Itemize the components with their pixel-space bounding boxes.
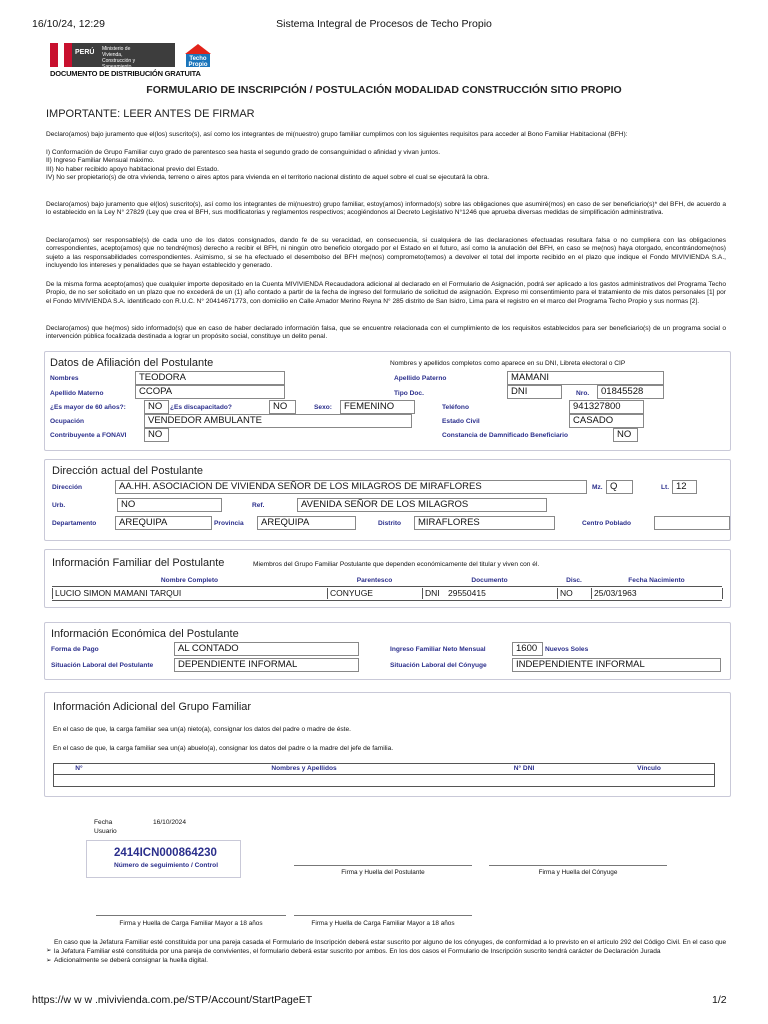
fonavi-field[interactable]: NO [144, 428, 169, 442]
distrito-label: Distrito [378, 520, 402, 527]
false-info-paragraph: Declaro(amos) que he(mos) sido informado(s) que en caso de haber declarado información falsa, que se encuentre relacionada con el cumplimiento de los requisitos establecidos para ser beneficiario(s) de un programa social o intervención pública focalizada destinada a lograr un propósito social, constituye un delito penal. [46, 325, 726, 341]
usuario-label: Usuario [94, 828, 117, 835]
afiliacion-note: Nombres y apellidos completos como aparece en su DNI, Libreta electoral o CIP [390, 360, 626, 367]
print-url[interactable]: https://w w w .mivivienda.com.pe/STP/Account/StartPageET [32, 994, 313, 1006]
estado-civil-field[interactable]: CASADO [569, 414, 644, 428]
nro-label: Nro. [576, 390, 590, 397]
apellido-paterno-label: Apellido Paterno [394, 375, 447, 382]
signature-line-carga2 [294, 915, 472, 916]
footnote-item: ➢ Adicionalmente se deberá consignar la huella digital. [46, 956, 208, 964]
ref-label: Ref. [252, 502, 265, 509]
sexo-field[interactable]: FEMENINO [340, 400, 415, 414]
requirements-list [46, 149, 726, 183]
table-row [52, 586, 722, 601]
tipo-doc-label: Tipo Doc. [394, 390, 424, 397]
departamento-label: Departamento [52, 520, 97, 527]
sit-postulante-field[interactable]: DEPENDIENTE INFORMAL [174, 658, 359, 672]
mayor60-label: ¿Es mayor de 60 años?: [50, 404, 126, 411]
telefono-label: Teléfono [442, 404, 469, 411]
table-row [54, 774, 714, 775]
signature-line-carga1 [96, 915, 286, 916]
ocupacion-field[interactable]: VENDEDOR AMBULANTE [144, 414, 412, 428]
sexo-label: Sexo: [314, 404, 332, 411]
cell-doc-num: 29550415 [448, 588, 486, 598]
sit-postulante-label: Situación Laboral del Postulante [51, 662, 154, 669]
forma-pago-field[interactable]: AL CONTADO [174, 642, 359, 656]
print-datetime: 16/10/24, 12:29 [32, 18, 105, 30]
sit-conyuge-label: Situación Laboral del Cónyuge [390, 662, 487, 669]
centro-poblado-field[interactable] [654, 516, 730, 530]
lt-label: Lt. [661, 484, 670, 491]
nro-field[interactable]: 01845528 [597, 385, 664, 399]
damnificado-field[interactable]: NO [613, 428, 638, 442]
requirement-item: I) Conformación de Grupo Familiar cuyo grado de parentesco sea hasta el segundo grado de consanguinidad o afinidad y vivan juntos. [46, 149, 441, 156]
ministry-label: Ministerio de Vivienda, Construcción y Saneamiento [102, 46, 136, 70]
requirement-item: IV) No ser propietario(s) de otra vivienda, terreno o aires aptos para vivienda en el territorio nacional distinto de aquel sobre el cual se ejecutará la obra. [46, 174, 490, 182]
lt-field[interactable]: 12 [672, 480, 697, 494]
direccion-title: Dirección actual del Postulante [52, 465, 204, 477]
intro-paragraph: Declaro(amos) bajo juramento que el(los) suscrito(s), así como los integrantes de mi(nuestro) grupo familiar cumplimos con los siguientes requisitos para acceder al Bono Familiar Habitacional (BFH): [46, 131, 628, 138]
signature-line-conyuge [489, 865, 667, 866]
ref-field[interactable]: AVENIDA SEÑOR DE LOS MILAGROS [297, 498, 547, 512]
centro-poblado-label: Centro Poblado [582, 520, 632, 527]
footnotes [46, 939, 728, 965]
cell-parentesco: CONYUGE [327, 588, 420, 599]
requirement-item: III) No haber recibido apoyo habitacional previo del Estado. [46, 165, 220, 173]
header-nombre: Nombre Completo [160, 577, 219, 584]
arrow-icon: ➢ [46, 956, 52, 964]
signature-label-carga2: Firma y Huella de Carga Familiar Mayor a 18 años [311, 920, 455, 927]
adicional-table [53, 763, 715, 787]
apellido-paterno-field[interactable]: MAMANI [507, 371, 664, 385]
signature-line-postulante [294, 865, 472, 866]
familiar-title: Información Familiar del Postulante [52, 557, 225, 569]
ingreso-field[interactable]: 1600 [512, 642, 543, 656]
afiliacion-title: Datos de Afiliación del Postulante [50, 357, 214, 369]
header-documento: Documento [471, 577, 508, 584]
distrito-field[interactable]: MIRAFLORES [414, 516, 555, 530]
responsibility-paragraph: Declaro(amos) ser responsable(s) de cada uno de los datos consignados, dando fe de su veracidad, en consecuencia, si cualquiera de las declaraciones efectuadas resultara falsa o no cumpliera con las obligaciones correspondientes, acepto(amos) que no tendré(mos) derecho a recibir el BFH, ni ningún otro beneficio otorgado por el Estado en el futuro, así como la anulación del BFH, en caso se me(nos) haya otorgado, encontrándome(nos) sujeto a las responsabilidades correspondientes. Asimismo, si se ha efectuado el desembolso del BFH me(nos) comprometo(temos) a devolver el total del importe recibido en el plazo que indique el Fondo MIVIVIENDA S.A., incluyendo los intereses y penalidades que se hayan establecido y generado. [46, 237, 726, 270]
consent-paragraph: De la misma forma acepto(amos) que cualquier importe depositado en la Cuenta MIVIVIENDA Recaudadora adicional al declarado en el Formulario de Asignación, podrá ser aplicado a los gastos administrativos del Programa Techo Propio, de no ser solicitado en un plazo que no excederá de un (1) año contado a partir de la fecha de ingreso del formulario de solicitud de asignación. Expreso mi consentimiento para el tratamiento de mis datos personales [1] por el Fondo MIVIVIENDA S.A. identificado con R.U.C. N° 20414671773, con domicilio en Calle Amador Merino Reyna N° 285 distrito de San Isidro, Lima para el registro en el marco del Programa Techo Propio y sus normas [2]. [46, 281, 726, 305]
provincia-field[interactable]: AREQUIPA [257, 516, 356, 530]
tracking-box [86, 840, 241, 878]
cell-disc: NO [557, 588, 590, 599]
moneda-label: Nuevos Soles [545, 646, 589, 653]
discapacitado-label: ¿Es discapacitado? [170, 404, 232, 411]
apellido-materno-field[interactable]: CCOPA [135, 385, 285, 399]
requirement-item: II) Ingreso Familiar Mensual máximo. [46, 157, 155, 165]
signature-label-postulante: Firma y Huella del Postulante [341, 869, 425, 876]
provincia-label: Provincia [214, 520, 244, 527]
header-fecha-nacimiento: Fecha Nacimiento [628, 577, 685, 584]
header-parentesco: Parentesco [356, 577, 393, 584]
footnote-item: ➢ En caso que la Jefatura Familiar esté constituida por una pareja casada el Formulario de Inscripción deberá estar suscrito por alguno de los cónyuges, de conformidad a lo previsto en el artículo 292 del Código Civil. En el caso que la Jefatura Familiar esté constituida por una pareja de convivientes, el formulario deberá estar suscrito por ambos. En los dos casos el Formulario de Inscripción suscrito tendrá carácter de Declaración Jurada [46, 939, 727, 955]
fonavi-label: Contribuyente a FONAVI [50, 432, 127, 439]
tracking-number: 2414ICN000864230 [114, 847, 217, 859]
nombres-field[interactable]: TEODORA [135, 371, 285, 385]
mz-field[interactable]: Q [606, 480, 633, 494]
ocupacion-label: Ocupación [50, 418, 85, 425]
adicional-line1: En el caso de que, la carga familiar sea un(a) nieto(a), consignar los datos del padre o madre de éste. [53, 726, 351, 733]
discapacitado-field[interactable]: NO [269, 400, 296, 414]
familiar-table [52, 577, 722, 601]
mz-label: Mz. [592, 484, 603, 491]
ministry-logo [50, 43, 175, 70]
urb-field[interactable]: NO [117, 498, 222, 512]
estado-civil-label: Estado Civil [442, 418, 480, 425]
tracking-label: Número de seguimiento / Control [114, 862, 219, 869]
signature-label-carga1: Firma y Huella de Carga Familiar Mayor a 18 años [119, 920, 263, 927]
mayor60-field[interactable]: NO [144, 400, 169, 414]
direccion-field[interactable]: AA.HH. ASOCIACION DE VIVIENDA SEÑOR DE LOS MILAGROS DE MIRAFLORES [115, 480, 587, 494]
telefono-field[interactable]: 941327800 [569, 400, 644, 414]
fecha-label: Fecha [94, 819, 113, 826]
nombres-label: Nombres [50, 375, 79, 382]
header-vinculo: Vínculo [637, 765, 661, 772]
header-nombres: Nombres y Apellidos [271, 765, 337, 772]
header-dni: N° DNI [513, 765, 535, 772]
important-heading: IMPORTANTE: LEER ANTES DE FIRMAR [46, 108, 255, 120]
form-title: FORMULARIO DE INSCRIPCIÓN / POSTULACIÓN MODALIDAD CONSTRUCCIÓN SITIO PROPIO [146, 84, 622, 96]
economica-title: Información Económica del Postulante [51, 628, 239, 640]
peru-label: PERÚ [75, 49, 95, 56]
cell-fecha: 25/03/1963 [591, 588, 723, 599]
header-numero: N° [75, 765, 83, 772]
adicional-line2: En el caso de que, la carga familiar sea un(a) abuelo(a), consignar los datos del padre o la madre del jefe de familia. [53, 745, 394, 752]
direccion-label: Dirección [52, 484, 83, 491]
techo-propio-label: Techo Propio [188, 56, 208, 68]
peru-flag-icon [50, 43, 72, 67]
cell-doc-tipo: DNI [422, 588, 449, 599]
departamento-field[interactable]: AREQUIPA [115, 516, 212, 530]
print-page-number: 1/2 [712, 994, 727, 1006]
ingreso-label: Ingreso Familiar Neto Mensual [390, 646, 486, 653]
free-distribution-label: DOCUMENTO DE DISTRIBUCIÓN GRATUITA [50, 69, 201, 78]
sit-conyuge-field[interactable]: INDEPENDIENTE INFORMAL [512, 658, 721, 672]
signature-label-conyuge: Firma y Huella del Cónyuge [538, 869, 618, 876]
familiar-note: Miembros del Grupo Familiar Postulante que dependen económicamente del titular y viven con él. [253, 561, 540, 568]
header-disc: Disc. [566, 577, 582, 584]
arrow-icon: ➢ [46, 947, 52, 954]
cell-nombre: LUCIO SIMON MAMANI TARQUI [52, 588, 325, 599]
fecha-value: 16/10/2024 [153, 819, 187, 826]
apellido-materno-label: Apellido Materno [50, 390, 104, 397]
adicional-title: Información Adicional del Grupo Familiar [53, 701, 252, 713]
urb-label: Urb. [52, 502, 66, 509]
forma-pago-label: Forma de Pago [51, 646, 99, 653]
print-page-title: Sistema Integral de Procesos de Techo Propio [276, 18, 492, 30]
tipo-doc-field[interactable]: DNI [507, 385, 562, 399]
damnificado-label: Constancia de Damnificado Beneficiario [442, 432, 569, 439]
obligations-paragraph: Declaro(amos) bajo juramento que el(los) suscrito(s), así como los integrantes de mi(nuestro) grupo familiar, estoy(amos) informado(s) sobre las obligaciones que asumiré(mos) en caso de ser beneficiario(s)* del BFH, de acuerdo a lo establecido en la Ley N° 27829 (Ley que crea el BFH, sus modificatorias y reglamentos respectivos; acogiéndonos al Decreto Legislativo N°1246 que aprueba diversas medidas de simplificación administrativa. [46, 201, 726, 217]
